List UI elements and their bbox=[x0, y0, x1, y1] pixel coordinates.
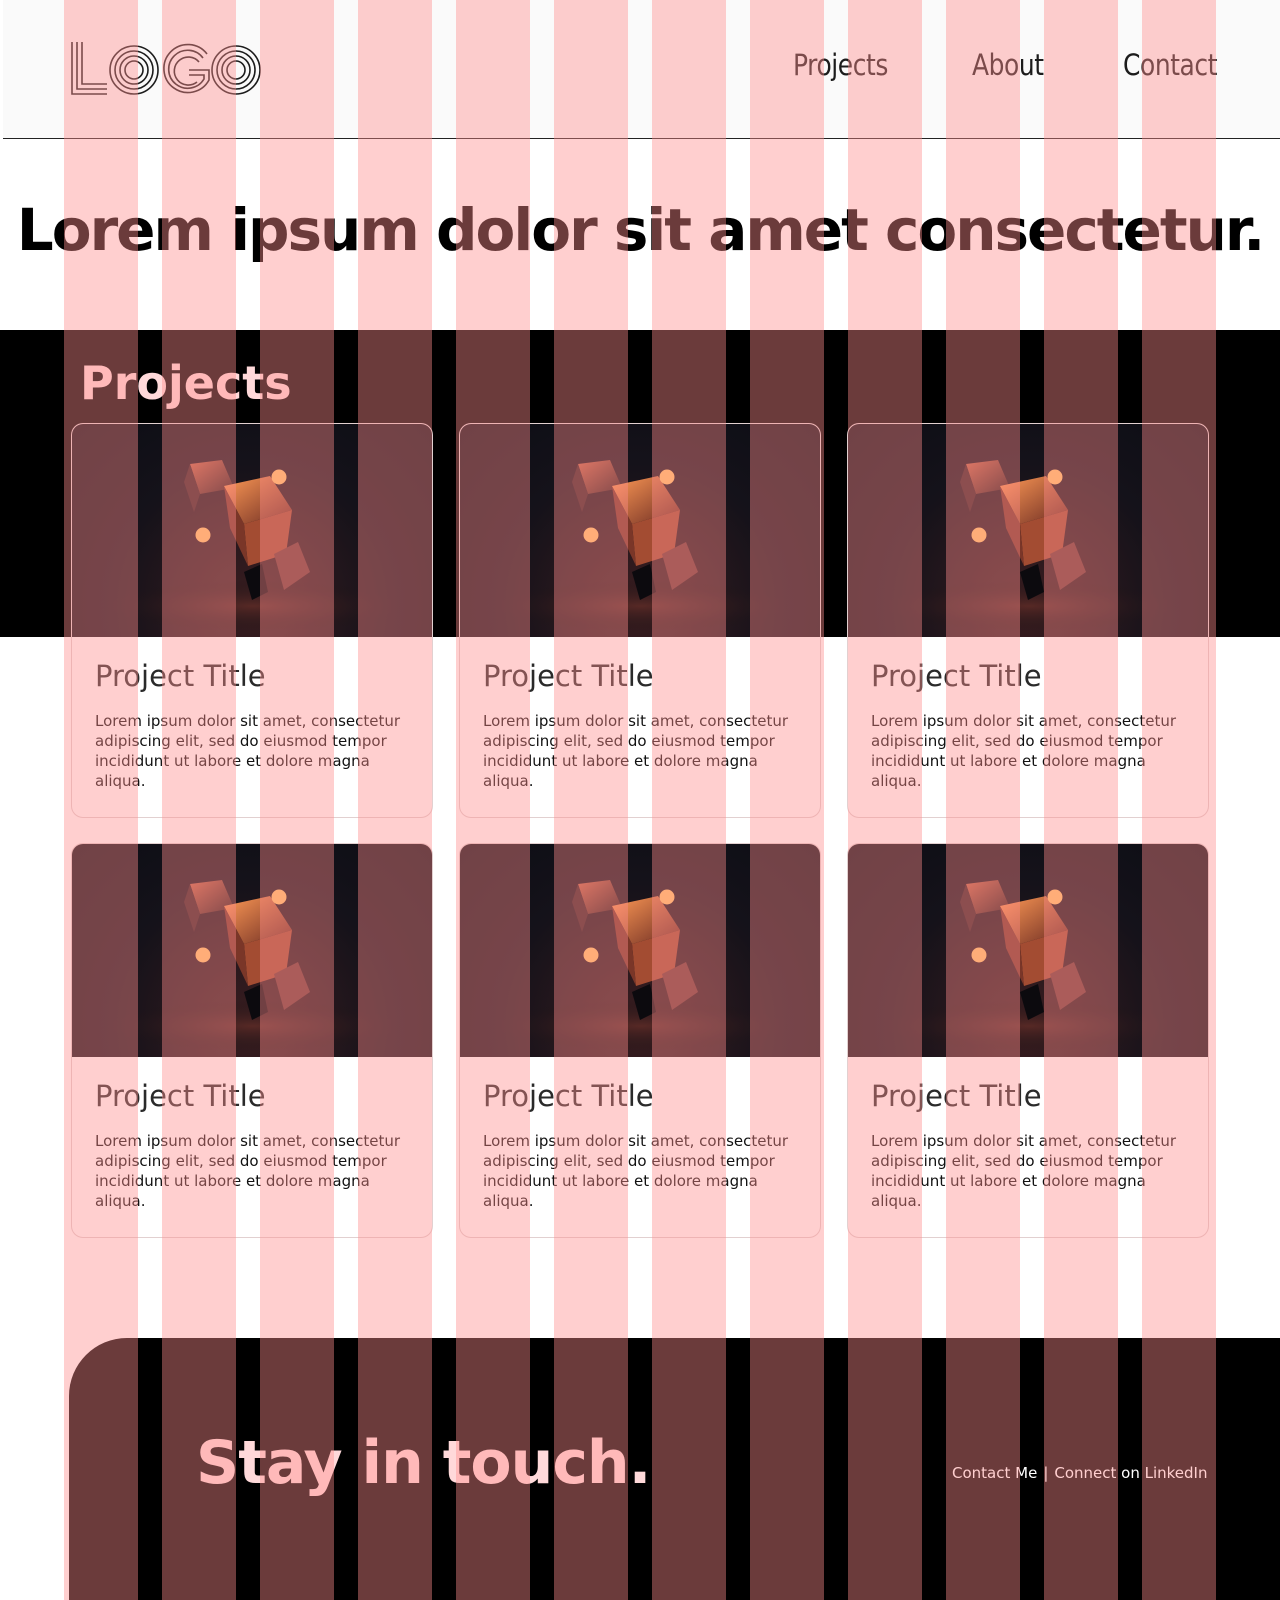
logo[interactable] bbox=[71, 40, 263, 96]
project-card-6[interactable] bbox=[847, 843, 1209, 1238]
project-description: Lorem ipsum dolor sit amet, consectetur adipiscing elit, sed do eiusmod tempor incididunt ut labore et dolore magna aliqua. bbox=[483, 712, 789, 790]
project-thumbnail bbox=[460, 844, 820, 1057]
nav-link-about[interactable]: About bbox=[972, 48, 1044, 82]
project-description: Lorem ipsum dolor sit amet, consectetur adipiscing elit, sed do eiusmod tempor incididunt ut labore et dolore magna aliqua. bbox=[871, 712, 1177, 790]
nav-link-contact[interactable]: Contact bbox=[1123, 48, 1218, 82]
projects-heading: Projects bbox=[80, 356, 292, 410]
project-title: Project Title bbox=[95, 1079, 266, 1113]
project-card-4[interactable] bbox=[71, 843, 433, 1238]
linkedin-link[interactable]: Connect on LinkedIn bbox=[1054, 1464, 1208, 1482]
project-title: Project Title bbox=[871, 659, 1042, 693]
project-thumbnail bbox=[460, 424, 820, 637]
project-description: Lorem ipsum dolor sit amet, consectetur adipiscing elit, sed do eiusmod tempor incididunt ut labore et dolore magna aliqua. bbox=[483, 1132, 789, 1210]
project-thumbnail bbox=[72, 424, 432, 637]
contact-me-link[interactable]: Contact Me bbox=[952, 1464, 1038, 1482]
footer-links bbox=[952, 1464, 1207, 1482]
hero-title: Lorem ipsum dolor sit amet consectetur. bbox=[16, 196, 1264, 264]
project-description: Lorem ipsum dolor sit amet, consectetur adipiscing elit, sed do eiusmod tempor incididunt ut labore et dolore magna aliqua. bbox=[95, 712, 401, 790]
project-card-5[interactable] bbox=[459, 843, 821, 1238]
project-title: Project Title bbox=[871, 1079, 1042, 1113]
footer-cta: Stay in touch. bbox=[196, 1428, 651, 1498]
project-description: Lorem ipsum dolor sit amet, consectetur adipiscing elit, sed do eiusmod tempor incididunt ut labore et dolore magna aliqua. bbox=[95, 1132, 401, 1210]
project-thumbnail bbox=[72, 844, 432, 1057]
project-title: Project Title bbox=[95, 659, 266, 693]
project-description: Lorem ipsum dolor sit amet, consectetur adipiscing elit, sed do eiusmod tempor incididunt ut labore et dolore magna aliqua. bbox=[871, 1132, 1177, 1210]
project-card-2[interactable] bbox=[459, 423, 821, 818]
nav-link-projects[interactable]: Projects bbox=[793, 48, 888, 82]
site-header bbox=[3, 0, 1280, 139]
project-thumbnail bbox=[848, 424, 1208, 637]
project-card-3[interactable] bbox=[847, 423, 1209, 818]
project-title: Project Title bbox=[483, 1079, 654, 1113]
logo-mark-icon bbox=[71, 40, 263, 96]
project-card-1[interactable] bbox=[71, 423, 433, 818]
project-title: Project Title bbox=[483, 659, 654, 693]
link-separator: | bbox=[1043, 1464, 1049, 1482]
project-thumbnail bbox=[848, 844, 1208, 1057]
